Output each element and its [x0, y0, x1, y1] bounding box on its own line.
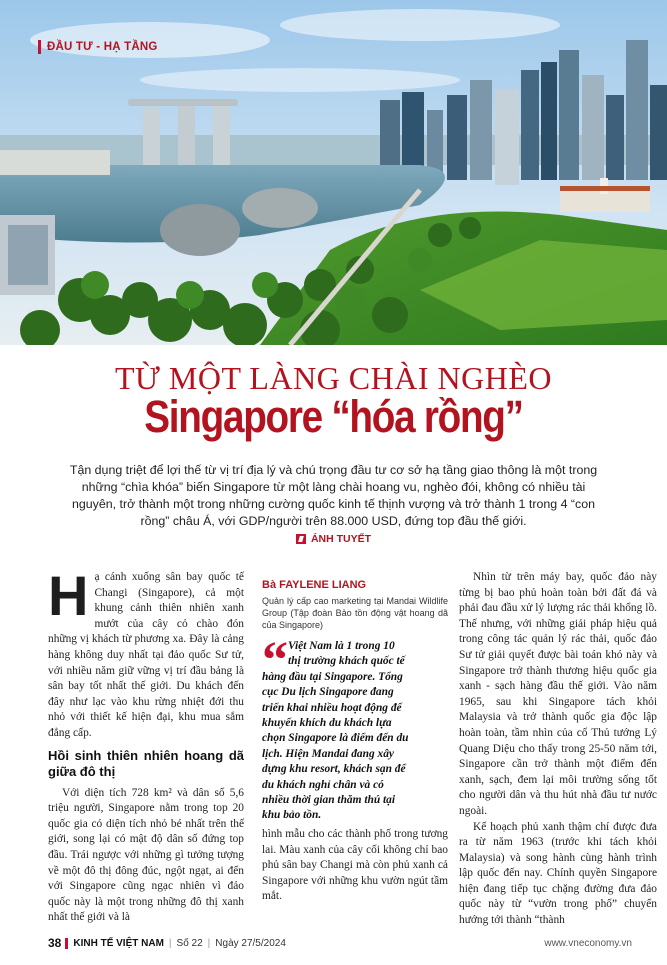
body-paragraph: hình mẫu cho các thành phố trong tương lai. Màu xanh của cây cối không chỉ bao phủ sân bay Changi mà còn phủ xanh cả Singapore với những khu vườn ngút tầm mắt.	[262, 828, 448, 903]
issue-number: Số 22	[176, 937, 203, 949]
article-sapo: Tận dụng triệt để lợi thế từ vị trí địa lý và chú trọng đầu tư cơ sở hạ tầng giao thông là một trong những “chìa khóa” biến Singapore từ một làng chài hoang vu, nghèo đói, không có nhiều tài nguyên, trở thành một trong những cường quốc kinh tế thịnh vượng và trở thành 1 trong 4 “con rồng” châu Á, với GDP/người trên 88.000 USD, đứng top đầu thế giới.	[69, 463, 598, 528]
quote-line: khu bảo tồn.	[262, 809, 322, 822]
quote-line: triển khai nhiều hoạt động để	[262, 701, 402, 714]
website-link[interactable]: www.vneconomy.vn	[544, 937, 632, 949]
quote-text	[262, 632, 448, 824]
section-marker	[38, 40, 41, 54]
body-paragraph: Kế hoạch phủ xanh thậm chí được đưa ra từ năm 1963 (trước khi tách khỏi Malaysia) và song hành cùng hành trình lập quốc đến nay. Chính quyền Singapore hiện đang tiếp tục chặng đường đưa đảo quốc này từ “vườn trong phố” chuyển hướng tới thành “thành	[459, 820, 657, 927]
quote-line: cục Du lịch Singapore đang	[262, 686, 394, 699]
quote-line: du khách nghỉ chân và có	[262, 778, 384, 791]
quote-mark-icon: “	[262, 632, 288, 689]
column-middle-text	[262, 827, 448, 905]
drop-cap: H	[48, 564, 89, 627]
body-paragraph: Nhìn từ trên máy bay, quốc đảo này từng bị bao phủ hoàn toàn bởi đất đá và phải đau đầu xử lý lượng rác thải khổng lồ. Thế nhưng, với những giải pháp hiệu quả trong công tác quản lý rác thải, quốc đảo Sư tử giải quyết được bài toán khó này và Singapore trở thành thương hiệu quốc gia xanh - sạch hàng đầu thế giới. Vào năm 1965, sau khi Singapore tách khỏi Malaysia và trở thành quốc gia độc lập hoàn toàn, tầm nhìn của cố Thủ tướng Lý Quang Diệu cho thấy trong 25-50 năm tới, Singapore cần trở thành một điểm đến xanh, sạch, đem lại môi trường sống tốt cho người dân và thu hút nhà đầu tư nước ngoài.	[459, 571, 657, 817]
section-label: ĐẦU TƯ - HẠ TẦNG	[47, 41, 158, 53]
quote-line: lịch. Hiện Mandai đang xây	[262, 747, 394, 760]
body-paragraph: Với diện tích 728 km² và dân số 5,6 triệu người, Singapore nằm trong top 20 quốc gia có diện tích nhỏ bé nhất trên thế giới, song lại có mật độ dân số đứng top đầu. Trái ngược với những gì tưởng tượng về một đô thị đông đúc, ngột ngạt, ai đến với Singapore cũng ngạc nhiên vì đảo quốc này là một trong những đô thị xanh nhất thế giới và là	[48, 786, 244, 924]
quote-role: Quản lý cấp cao marketing tại Mandai Wildlife Group (Tập đoàn Bảo tồn động vật hoang dã của Singapore)	[262, 596, 448, 630]
footer-separator: |	[207, 937, 211, 949]
byline	[0, 533, 667, 545]
quote-line: hàng đầu tại Singapore. Tổng	[262, 670, 403, 683]
pull-quote	[262, 578, 448, 824]
intro-paragraph	[48, 564, 244, 742]
quote-person: Bà FAYLENE LIANG	[262, 579, 367, 591]
column-left	[48, 564, 244, 926]
quote-line: nhiều thời gian thăm thú tại	[262, 794, 396, 807]
author-name: ÁNH TUYẾT	[310, 533, 372, 545]
page-footer	[48, 935, 632, 951]
section-subhead: Hồi sinh thiên nhiên hoang dã giữa đô thị	[48, 747, 244, 779]
quote-box	[262, 632, 448, 824]
magazine-name: KINH TẾ VIỆT NAM	[73, 937, 164, 949]
quote-line: Việt Nam là 1 trong 10	[288, 640, 395, 652]
quote-line: thị trường khách quốc tế	[288, 655, 405, 668]
quote-line: khuyến khích du khách lựa	[262, 717, 392, 730]
intro-text: ạ cánh xuống sân bay quốc tế Changi (Singapore), cả một khung cảnh thiên nhiên xanh mướt của cây cỏ chào đón những vị khách từ phương xa. Đây là cảng hàng không duy nhất tại đảo quốc Sư tử, với nhiều năm giữ vững vị trí đầu bảng là sân bay tốt nhất thế giới. Du khách đến đây như lạc vào khu rừng nhiệt đới thu nhỏ với thiết kế hiện đại, khu mua sắm đẳng cấp.	[48, 571, 244, 739]
footer-marker	[65, 938, 68, 949]
column-right	[459, 570, 657, 929]
quote-line: chọn Singapore là điểm đến du	[262, 732, 409, 745]
pen-icon	[296, 534, 306, 544]
page-number: 38	[48, 936, 62, 950]
headline-title: Singapore “hóa rồng”	[144, 391, 523, 442]
section-tag	[38, 40, 157, 54]
footer-separator: |	[168, 937, 172, 949]
issue-date: Ngày 27/5/2024	[215, 937, 286, 949]
headline-kicker: TỪ MỘT LÀNG CHÀI NGHÈO	[115, 360, 552, 396]
quote-line: dựng khu resort, khách sạn để	[262, 763, 406, 776]
